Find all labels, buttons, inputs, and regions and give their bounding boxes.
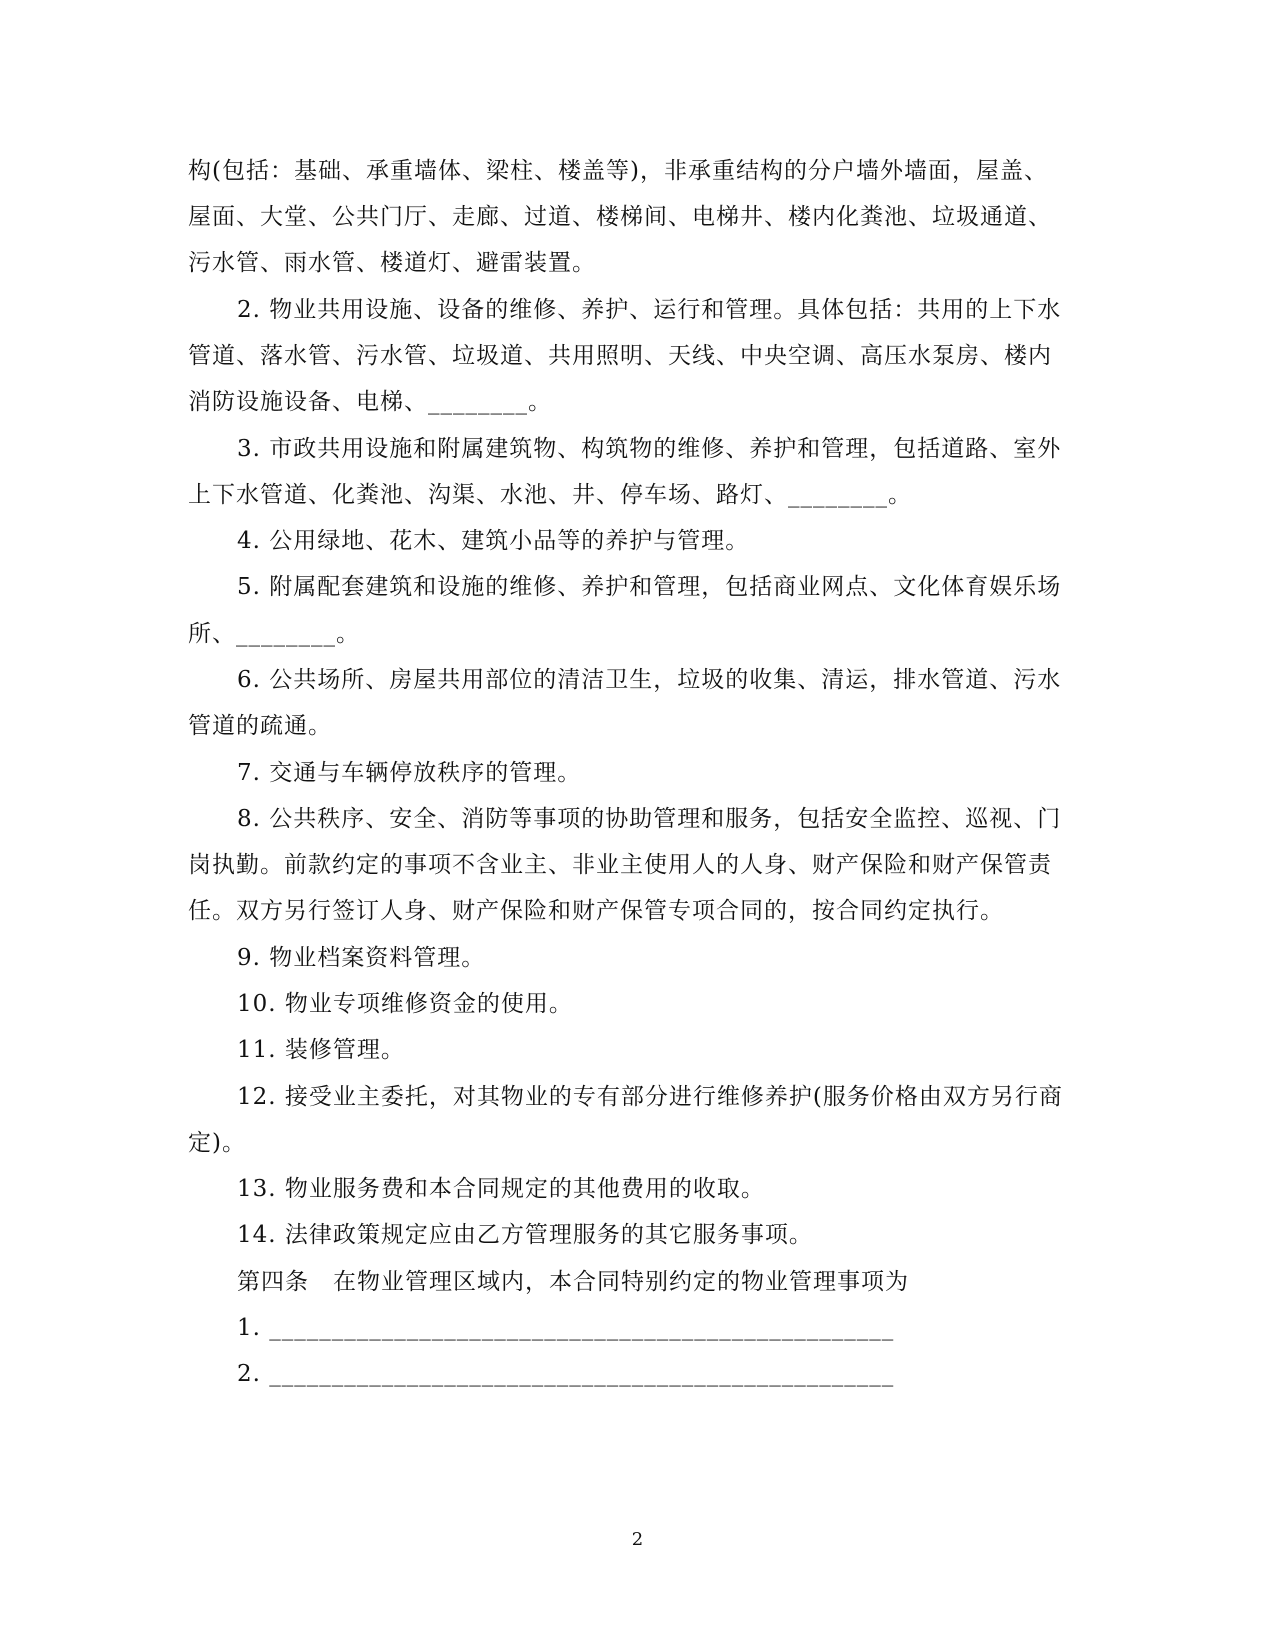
clause-3-line: 3. 市政共用设施和附属建筑物、构筑物的维修、养护和管理，包括道路、室外 xyxy=(237,436,1062,462)
text-line: 消防设施设备、电梯、________。 xyxy=(188,389,552,415)
clause-2-line: 2. 物业共用设施、设备的维修、养护、运行和管理。具体包括：共用的上下水 xyxy=(237,297,1062,323)
text-line: 屋面、大堂、公共门厅、走廊、过道、楼梯间、电梯井、楼内化粪池、垃圾通道、 xyxy=(188,204,1052,230)
text-line: 构(包括：基础、承重墙体、梁柱、楼盖等)，非承重结构的分户墙外墙面，屋盖、 xyxy=(188,158,1048,184)
clause-8-line: 8. 公共秩序、安全、消防等事项的协助管理和服务，包括安全监控、巡视、门 xyxy=(237,806,1062,832)
clause-11-line: 11. 装修管理。 xyxy=(237,1037,405,1063)
clause-10-line: 10. 物业专项维修资金的使用。 xyxy=(237,991,573,1017)
article-4-heading: 第四条 在物业管理区域内，本合同特别约定的物业管理事项为 xyxy=(237,1269,909,1295)
clause-12-line: 12. 接受业主委托，对其物业的专有部分进行维修养护(服务价格由双方另行商 xyxy=(237,1084,1063,1110)
text-line: 管道的疏通。 xyxy=(188,713,332,739)
text-line: 管道、落水管、污水管、垃圾道、共用照明、天线、中央空调、高压水泵房、楼内 xyxy=(188,343,1052,369)
text-line: 任。双方另行签订人身、财产保险和财产保管专项合同的，按合同约定执行。 xyxy=(188,898,1004,924)
clause-6-line: 6. 公共场所、房屋共用部位的清洁卫生，垃圾的收集、清运，排水管道、污水 xyxy=(237,667,1062,693)
blank-item-1: 1. __________________________________________________ xyxy=(237,1315,895,1341)
clause-13-line: 13. 物业服务费和本合同规定的其他费用的收取。 xyxy=(237,1176,765,1202)
blank-item-2: 2. __________________________________________________ xyxy=(237,1361,895,1387)
text-line: 污水管、雨水管、楼道灯、避雷装置。 xyxy=(188,250,596,276)
text-line: 定)。 xyxy=(188,1130,246,1156)
clause-14-line: 14. 法律政策规定应由乙方管理服务的其它服务事项。 xyxy=(237,1222,813,1248)
clause-7-line: 7. 交通与车辆停放秩序的管理。 xyxy=(237,760,582,786)
clause-9-line: 9. 物业档案资料管理。 xyxy=(237,945,486,971)
clause-4-line: 4. 公用绿地、花木、建筑小品等的养护与管理。 xyxy=(237,528,750,554)
text-line: 岗执勤。前款约定的事项不含业主、非业主使用人的人身、财产保险和财产保管责 xyxy=(188,852,1052,878)
clause-5-line: 5. 附属配套建筑和设施的维修、养护和管理，包括商业网点、文化体育娱乐场 xyxy=(237,574,1062,600)
text-line: 所、________。 xyxy=(188,621,360,647)
page-number: 2 xyxy=(631,1529,644,1550)
text-line: 上下水管道、化粪池、沟渠、水池、井、停车场、路灯、________。 xyxy=(188,482,912,508)
